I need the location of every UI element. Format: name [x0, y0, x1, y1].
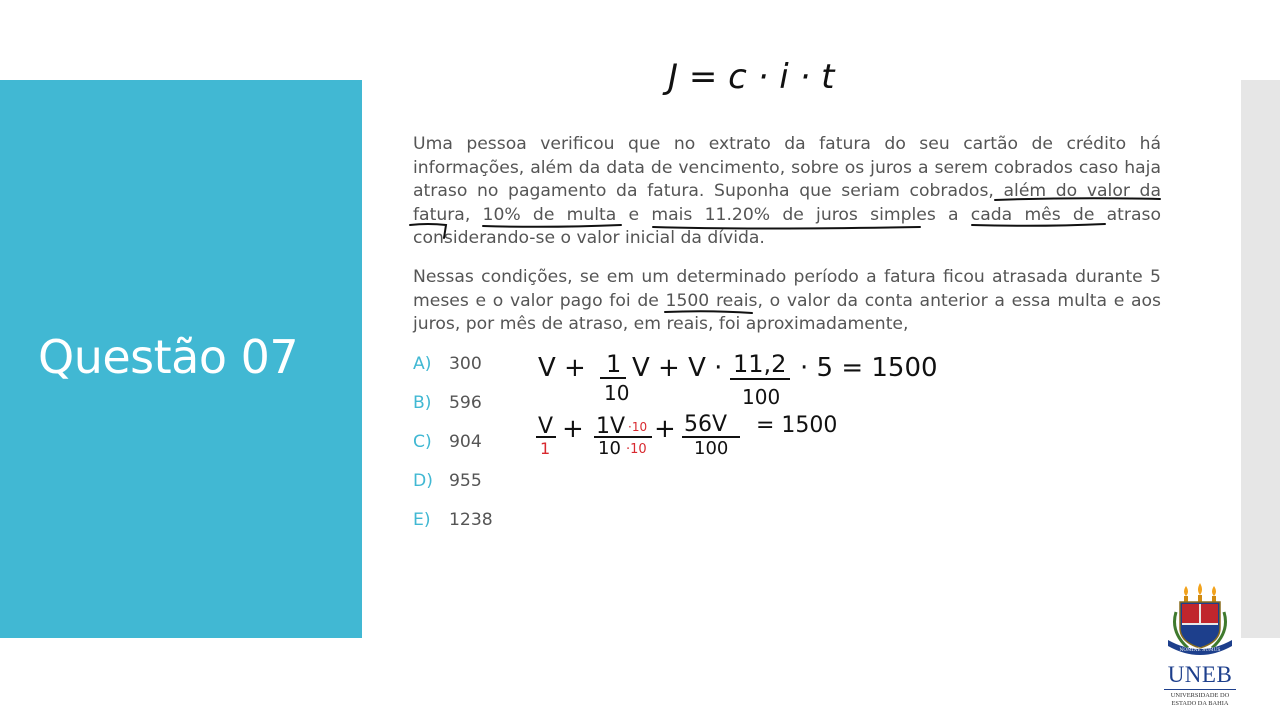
working-text-red: ·10	[628, 420, 648, 434]
option-value: 1238	[449, 510, 493, 530]
working-text: V +	[538, 353, 586, 383]
handwritten-formula: J = c · i · t	[668, 57, 835, 97]
working-text: 10	[604, 381, 630, 405]
working-text: 1	[606, 350, 622, 378]
working-text: 100	[742, 385, 781, 409]
answer-options	[413, 352, 493, 547]
logo-name: UNEB	[1167, 662, 1233, 687]
uneb-crest-icon	[1160, 582, 1240, 662]
working-text: 11,2	[733, 350, 787, 378]
working-text: +	[654, 414, 676, 444]
logo-subtitle-line-1: UNIVERSIDADE DO	[1170, 692, 1230, 699]
option-b[interactable]	[413, 391, 493, 430]
logo-divider	[1164, 689, 1236, 690]
option-letter: B)	[413, 393, 432, 413]
slide-title: Questão 07	[38, 330, 299, 384]
working-text: 1V	[596, 414, 626, 439]
working-text: +	[562, 414, 584, 444]
option-a[interactable]	[413, 352, 493, 391]
option-letter: E)	[413, 510, 431, 530]
option-value: 300	[449, 354, 482, 374]
working-text-red: ·10	[626, 442, 647, 457]
working-text-red: 1	[540, 439, 551, 458]
working-text: V	[538, 414, 554, 439]
working-line-2	[536, 412, 837, 459]
uneb-logo	[1160, 582, 1240, 712]
question-paragraph-2: Nessas condições, se em um determinado período a fatura ficou atrasada durante 5 meses e o valor pago foi de 1500 reais, o valor da conta anterior a essa multa e aos juros, por mês de atraso, em reais, foi aproximadamente,	[413, 267, 1161, 334]
working-text: V + V ·	[632, 353, 723, 383]
option-e[interactable]	[413, 508, 493, 547]
option-letter: C)	[413, 432, 432, 452]
option-value: 955	[449, 471, 482, 491]
option-c[interactable]	[413, 430, 493, 469]
option-d[interactable]	[413, 469, 493, 508]
working-text: 100	[694, 438, 729, 459]
question-paragraph-1: Uma pessoa verificou que no extrato da fatura do seu cartão de crédito há informações, além da data de vencimento, sobre os juros a serem cobrados caso haja atraso no pagamento da fatura. Suponha que seriam cobrados, além do valor da fatura, 10% de multa e mais 11.20% de juros simples a cada mês de atraso considerando-se o valor inicial da dívida.	[413, 134, 1161, 248]
working-text: 10	[598, 438, 621, 459]
logo-subtitle	[1160, 692, 1240, 708]
torch-flames	[1184, 583, 1216, 602]
option-value: 596	[449, 393, 482, 413]
option-letter: D)	[413, 471, 433, 491]
right-band	[1241, 80, 1280, 638]
working-text: · 5 = 1500	[800, 353, 938, 383]
logo-motto: NOMINE SUMUS	[1179, 648, 1221, 653]
option-letter: A)	[413, 354, 432, 374]
logo-subtitle-line-2: ESTADO DA BAHIA	[1171, 700, 1229, 707]
working-text: 56V	[684, 412, 728, 437]
option-value: 904	[449, 432, 482, 452]
working-text: = 1500	[756, 413, 838, 438]
working-line-1	[538, 350, 938, 409]
